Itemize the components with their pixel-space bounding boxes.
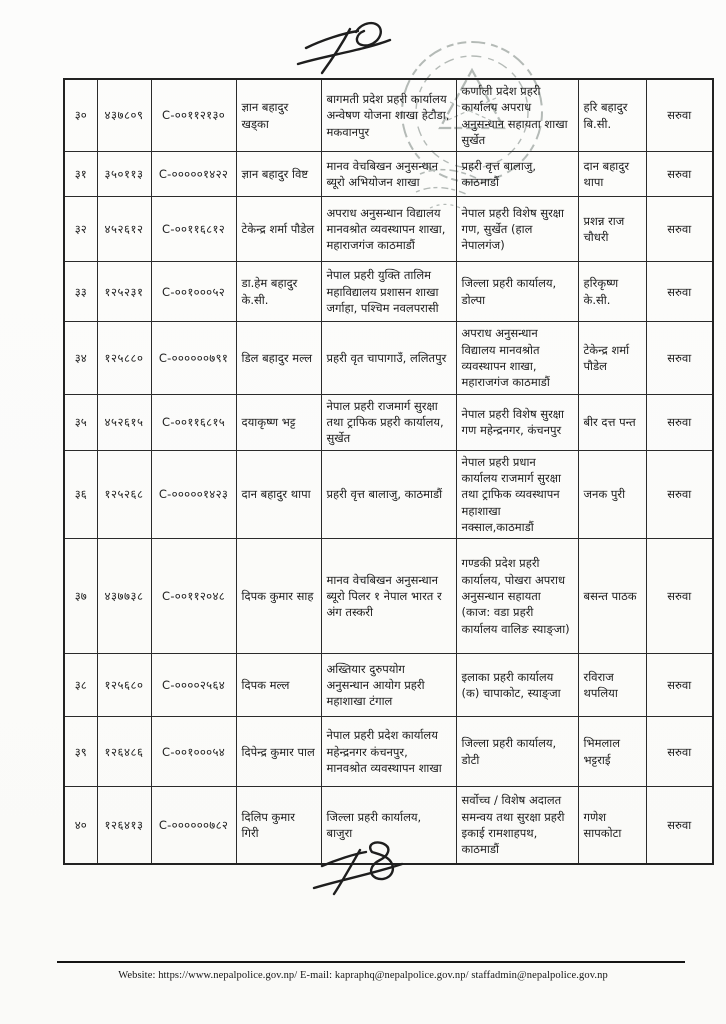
table-row <box>64 539 713 654</box>
citizenship-code-cell: C-००१०००५२ <box>151 262 236 322</box>
status-cell: सरुवा <box>646 152 713 197</box>
citizenship-code-cell: C-०००००१४२३ <box>151 450 236 539</box>
current-office-cell: प्रहरी वृत चापागाउँ, ललितपुर <box>321 322 456 394</box>
serial-number-cell: ३६ <box>64 450 97 539</box>
transferred-office-cell: अपराध अनुसन्धान विद्यालय मानवश्रोत व्यवस्थापन शाखा, महाराजगंज काठमाडौं <box>456 322 578 394</box>
replacement-name-cell: बीर दत्त पन्त <box>578 394 646 450</box>
officer-name-cell: डा.हेम बहादुर के.सी. <box>236 262 321 322</box>
citizenship-code-cell: C-००००००७९१ <box>151 322 236 394</box>
status-cell: सरुवा <box>646 717 713 787</box>
replacement-name-cell: जनक पुरी <box>578 450 646 539</box>
officer-name-cell: दिपक मल्ल <box>236 654 321 717</box>
table-row <box>64 197 713 262</box>
status-cell: सरुवा <box>646 262 713 322</box>
transferred-office-cell: नेपाल प्रहरी विशेष सुरक्षा गण महेन्द्रनगर, कंचनपुर <box>456 394 578 450</box>
citizenship-code-cell: C-००००२५६४ <box>151 654 236 717</box>
serial-number-cell: ३८ <box>64 654 97 717</box>
transferred-office-cell: नेपाल प्रहरी विशेष सुरक्षा गण, सुर्खेत (हाल नेपालगंज) <box>456 197 578 262</box>
handwriting-bottom-strokes <box>306 840 410 906</box>
current-office-cell: नेपाल प्रहरी प्रदेश कार्यालय महेन्द्रनगर कंचनपुर, मानवश्रोत व्यवस्थापन शाखा <box>321 717 456 787</box>
serial-number-cell: ३१ <box>64 152 97 197</box>
registration-number-cell: ४३७८०९ <box>97 79 151 152</box>
serial-number-cell: ३५ <box>64 394 97 450</box>
handwriting-top-strokes <box>292 18 396 80</box>
current-office-cell: नेपाल प्रहरी युक्ति तालिम महाविद्यालय प्रशासन शाखा जर्गाहा, पश्चिम नवलपरासी <box>321 262 456 322</box>
serial-number-cell: ३३ <box>64 262 97 322</box>
serial-number-cell: ३२ <box>64 197 97 262</box>
current-office-cell: मानव वेचबिखन अनुसन्धान ब्यूरो पिलर १ नेपाल भारत र अंग तस्करी <box>321 539 456 654</box>
transferred-office-cell: कर्णाली प्रदेश प्रहरी कार्यालय अपराध अनुसन्धान सहायता शाखा सुर्खेत <box>456 79 578 152</box>
table-row <box>64 152 713 197</box>
serial-number-cell: ३४ <box>64 322 97 394</box>
citizenship-code-cell: C-००११२०४८ <box>151 539 236 654</box>
officer-name-cell: ज्ञान बहादुर खड्का <box>236 79 321 152</box>
replacement-name-cell: दान बहादुर थापा <box>578 152 646 197</box>
current-office-cell: जिल्ला प्रहरी कार्यालय, बाजुरा <box>321 787 456 864</box>
citizenship-code-cell: C-००१०००५४ <box>151 717 236 787</box>
serial-number-cell: ३९ <box>64 717 97 787</box>
table-row <box>64 322 713 394</box>
table-row <box>64 262 713 322</box>
officer-name-cell: दान बहादुर थापा <box>236 450 321 539</box>
current-office-cell: मानव वेचबिखन अनुसन्धान ब्यूरो अभियोजन शाखा <box>321 152 456 197</box>
transferred-office-cell: नेपाल प्रहरी प्रधान कार्यालय राजमार्ग सुरक्षा तथा ट्राफिक व्यवस्थापन महाशाखा नक्साल,काठमाडौं <box>456 450 578 539</box>
citizenship-code-cell: C-०००००१४२२ <box>151 152 236 197</box>
status-cell: सरुवा <box>646 450 713 539</box>
officer-name-cell: दयाकृष्ण भट्ट <box>236 394 321 450</box>
replacement-name-cell: टेकेन्द्र शर्मा पौडेल <box>578 322 646 394</box>
officer-name-cell: ज्ञान बहादुर विष्ट <box>236 152 321 197</box>
table-row <box>64 450 713 539</box>
citizenship-code-cell: C-००११६८१२ <box>151 197 236 262</box>
officer-name-cell: दिपक कुमार साह <box>236 539 321 654</box>
officer-name-cell: टेकेन्द्र शर्मा पौडेल <box>236 197 321 262</box>
current-office-cell: बागमती प्रदेश प्रहरी कार्यालय अन्वेषण योजना शाखा हेटौडा, मकवानपुर <box>321 79 456 152</box>
current-office-cell: नेपाल प्रहरी राजमार्ग सुरक्षा तथा ट्राफिक प्रहरी कार्यालय, सुर्खेत <box>321 394 456 450</box>
transferred-office-cell: जिल्ला प्रहरी कार्यालय, डोल्पा <box>456 262 578 322</box>
citizenship-code-cell: C-००११२१३० <box>151 79 236 152</box>
status-cell: सरुवा <box>646 394 713 450</box>
replacement-name-cell: गणेश सापकोटा <box>578 787 646 864</box>
replacement-name-cell: रविराज थपलिया <box>578 654 646 717</box>
table-row <box>64 654 713 717</box>
registration-number-cell: १२५८८० <box>97 322 151 394</box>
citizenship-code-cell: C-००११६८१५ <box>151 394 236 450</box>
current-office-cell: अपराध अनुसन्धान विद्यालय मानवश्रोत व्यवस्थापन शाखा, महाराजगंज काठमाडौं <box>321 197 456 262</box>
status-cell: सरुवा <box>646 79 713 152</box>
replacement-name-cell: हरिकृष्ण के.सी. <box>578 262 646 322</box>
handwritten-page-mark-bottom <box>306 840 410 906</box>
transferred-office-cell: इलाका प्रहरी कार्यालय (क) चापाकोट, स्याङ्जा <box>456 654 578 717</box>
replacement-name-cell: भिमलाल भट्टराई <box>578 717 646 787</box>
replacement-name-cell: हरि बहादुर बि.सी. <box>578 79 646 152</box>
footer-contact-text: Website: https://www.nepalpolice.gov.np/ E-mail: kapraphq@nepalpolice.gov.np/ staffadmin@nepalpolice.gov.np <box>118 970 608 981</box>
transferred-office-cell: जिल्ला प्रहरी कार्यालय, डोटी <box>456 717 578 787</box>
table-row <box>64 717 713 787</box>
status-cell: सरुवा <box>646 654 713 717</box>
registration-number-cell: १२५२६८ <box>97 450 151 539</box>
status-cell: सरुवा <box>646 539 713 654</box>
registration-number-cell: ४५२६१५ <box>97 394 151 450</box>
registration-number-cell: १२६४१३ <box>97 787 151 864</box>
registration-number-cell: १२५६८० <box>97 654 151 717</box>
registration-number-cell: १२६४८६ <box>97 717 151 787</box>
officer-name-cell: दिलिप कुमार गिरी <box>236 787 321 864</box>
citizenship-code-cell: C-००००००७८२ <box>151 787 236 864</box>
transferred-office-cell: गण्डकी प्रदेश प्रहरी कार्यालय, पोखरा अपराध अनुसन्धान सहायता (काज: वडा प्रहरी कार्यालय वालिङ स्याङ्जा) <box>456 539 578 654</box>
registration-number-cell: ४३७७३८ <box>97 539 151 654</box>
serial-number-cell: ३० <box>64 79 97 152</box>
transferred-office-cell: सर्वोच्च / विशेष अदालत समन्वय तथा सुरक्षा प्रहरी इकाई रामशाहपथ, काठमाडौं <box>456 787 578 864</box>
current-office-cell: प्रहरी वृत्त बालाजु, काठमाडौं <box>321 450 456 539</box>
table-row <box>64 79 713 152</box>
transferred-office-cell: प्रहरी वृत्त बालाजु, काठमाडौं <box>456 152 578 197</box>
status-cell: सरुवा <box>646 197 713 262</box>
serial-number-cell: ३७ <box>64 539 97 654</box>
serial-number-cell: ४० <box>64 787 97 864</box>
registration-number-cell: ४५२६१२ <box>97 197 151 262</box>
table-row <box>64 394 713 450</box>
police-transfer-table <box>63 78 714 865</box>
replacement-name-cell: प्रशन्न राज चौधरी <box>578 197 646 262</box>
footer-divider <box>57 961 685 963</box>
officer-name-cell: डिल बहादुर मल्ल <box>236 322 321 394</box>
current-office-cell: अख्तियार दुरुपयोग अनुसन्धान आयोग प्रहरी महाशाखा टंगाल <box>321 654 456 717</box>
status-cell: सरुवा <box>646 322 713 394</box>
officer-name-cell: दिपेन्द्र कुमार पाल <box>236 717 321 787</box>
handwritten-page-mark-top <box>292 18 396 80</box>
registration-number-cell: ३५०११३ <box>97 152 151 197</box>
status-cell: सरुवा <box>646 787 713 864</box>
replacement-name-cell: बसन्त पाठक <box>578 539 646 654</box>
registration-number-cell: १२५२३१ <box>97 262 151 322</box>
